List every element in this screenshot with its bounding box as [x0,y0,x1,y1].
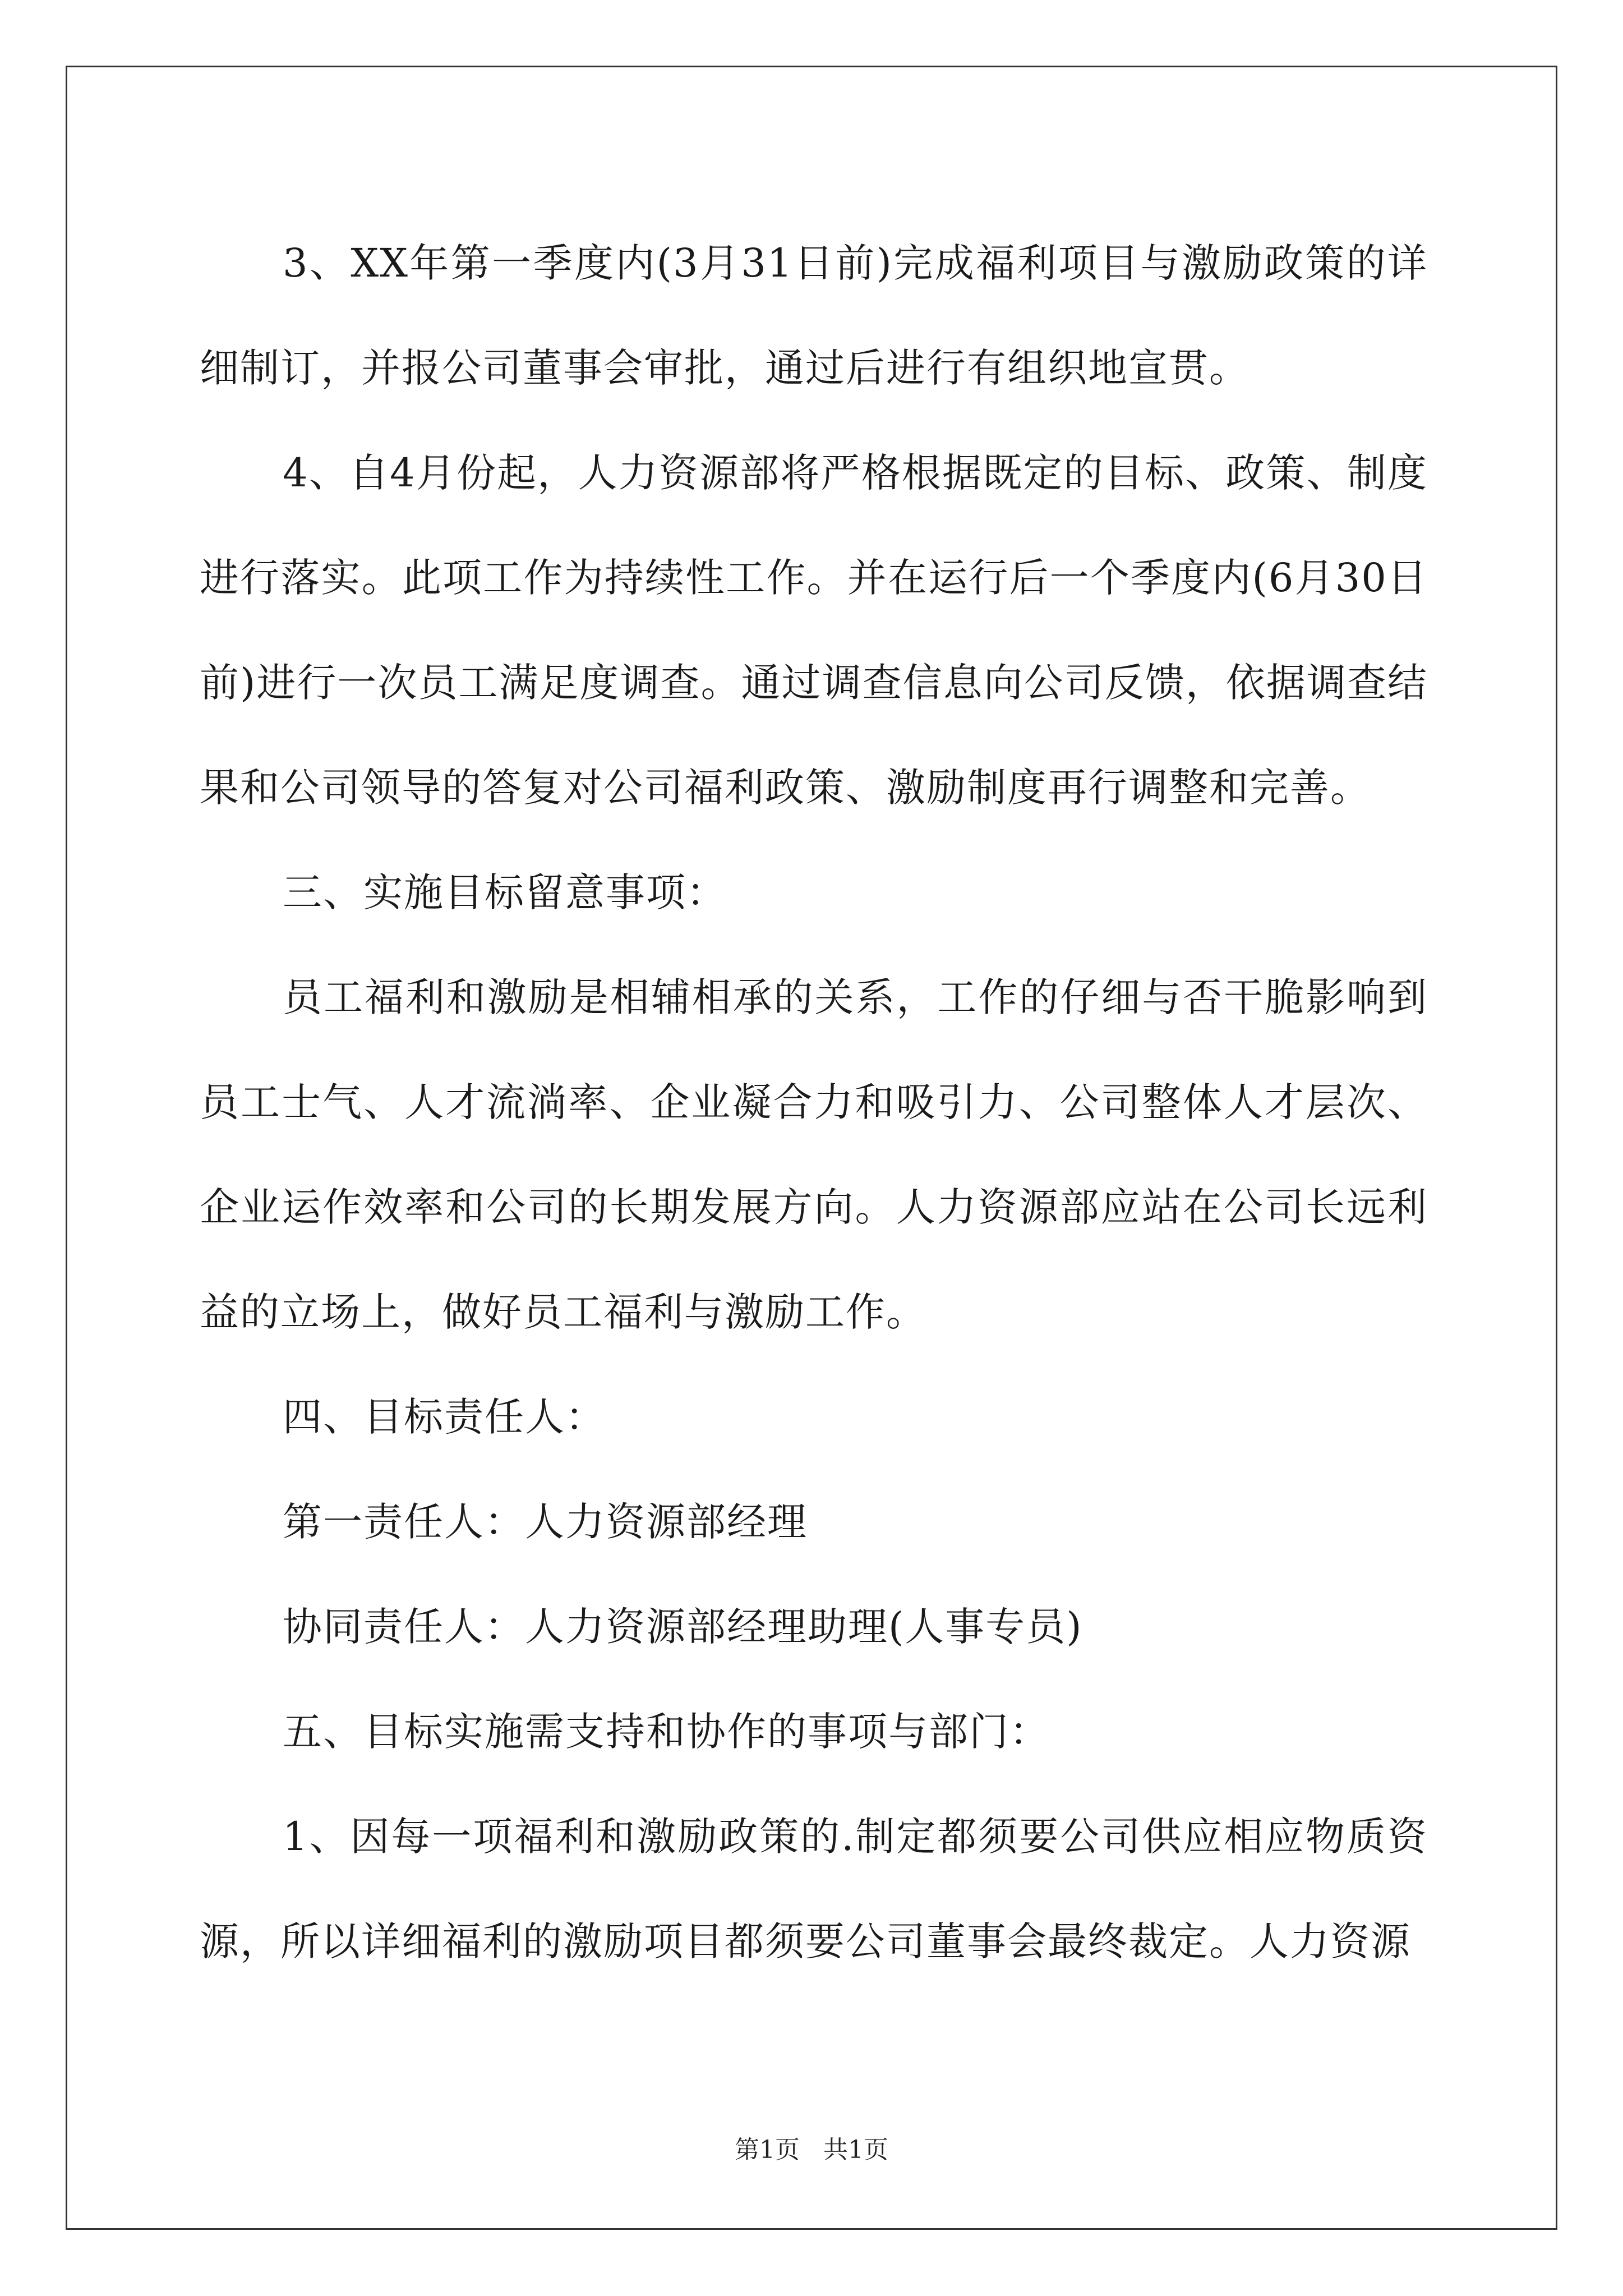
paragraph-item-4: 4、自4月份起，人力资源部将严格根据既定的目标、政策、制度进行落实。此项工作为持续性工作。并在运行后一个季度内(6月30日前)进行一次员工满足度调查。通过调查信息向公司反馈，依据调查结果和公司领导的答复对公司福利政策、激励制度再行调整和完善。 [200,450,1428,811]
paragraph-body: 员工福利和激励是相辅相承的关系，工作的仔细与否干脆影响到员工士气、人才流淌率、企业凝合力和吸引力、公司整体人才层次、企业运作效率和公司的长期发展方向。人力资源部应站在公司长远利益的立场上，做好员工福利与激励工作。 [200,974,1428,1335]
co-responsible-line: 协同责任人：人力资源部经理助理(人事专员) [283,1604,1083,1650]
paragraph-item-3: 3、XX年第一季度内(3月31日前)完成福利项目与激励政策的详细制订，并报公司董事会审批，通过后进行有组织地宣贯。 [200,240,1428,391]
section-heading-5: 五、目标实施需支持和协作的事项与部门： [283,1709,1050,1755]
document-body [200,211,1428,1994]
section-heading-4: 四、目标责任人： [283,1394,606,1440]
paragraph-item-1: 1、因每一项福利和激励政策的.制定都须要公司供应相应物质资源，所以详细福利的激励项目都须要公司董事会最终裁定。人力资源 [200,1814,1428,1964]
primary-responsible-line: 第一责任人：人力资源部经理 [283,1499,808,1545]
section-heading-3: 三、实施目标留意事项： [283,869,727,915]
page-footer: 第1页 共1页 [735,2136,888,2164]
